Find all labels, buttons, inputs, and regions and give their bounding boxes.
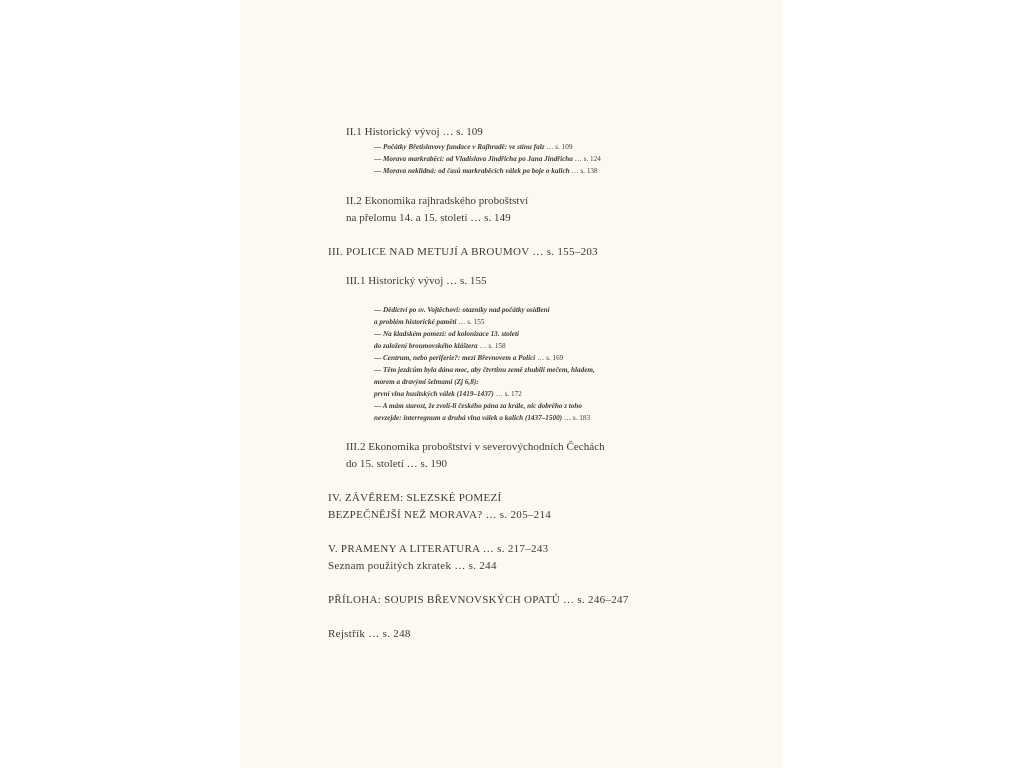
toc-subentry: — Počátky Břetislavovy fundace v Rajhradě: ve stínu falz … s. 109 [374, 143, 573, 151]
toc-entry-iii-1: III.1 Historický vývoj … s. 155 [346, 275, 487, 287]
toc-chapter-v: V. PRAMENY A LITERATURA … s. 217–243 Seznam použitých zkratek … s. 244 [328, 543, 549, 572]
toc-chapter-iv: IV. ZÁVĚREM: SLEZSKÉ POMEZÍ BEZPEČNĚJŠÍ NEŽ MORAVA? … s. 205–214 [328, 492, 552, 521]
toc-subentries-ii-1 [328, 141, 768, 177]
toc-subentry: — Těm jezdcům byla dána moc, aby čtvrtinu země zhubili mečem, hladem, morem a dravými šelmami (Zj 6,8): první vlna husitských válek (1419–1437) … s. 172 [374, 366, 595, 398]
toc-appendix: PŘÍLOHA: SOUPIS BŘEVNOVSKÝCH OPATŮ … s. 246–247 [328, 594, 629, 606]
toc-subentries-iii-1 [328, 304, 768, 424]
toc-subentry: — A mám starost, že zvolí-li českého pána za krále, nic dobrého z toho nevzejde: interregnum a druhá vlna válek o kalich (1437–1500) … s. 183 [374, 402, 591, 422]
toc-chapter-iii: III. POLICE NAD METUJÍ A BROUMOV … s. 155–203 [328, 246, 598, 258]
toc-subentry: — Na kladském pomezí: od kolonizace 13. století do založení broumovského kláštera … s. 158 [374, 330, 519, 350]
toc-subentry: — Morava neklidná: od časů markraběcích válek po boje o kalich … s. 138 [374, 167, 598, 175]
toc-index: Rejstřík … s. 248 [328, 628, 411, 640]
toc-subentry: — Dědictví po sv. Vojtěchovi: otazníky nad počátky osídlení a problém historické paměti … s. 155 [374, 306, 550, 326]
toc-entry-iii-2: III.2 Ekonomika proboštství v severovýchodních Čechách do 15. století … s. 190 [346, 441, 605, 470]
toc-subentry: — Morava markraběcí: od Vladislava Jindřicha po Jana Jindřicha … s. 124 [374, 155, 601, 163]
toc-subentry: — Centrum, nebo periferie?: mezi Břevnovem a Policí … s. 169 [374, 354, 564, 362]
toc-entry-ii-2: II.2 Ekonomika rajhradského proboštství na přelomu 14. a 15. století … s. 149 [346, 195, 529, 224]
table-of-contents [328, 124, 768, 643]
book-page [240, 0, 782, 768]
toc-entry-ii-1: II.1 Historický vývoj … s. 109 [346, 126, 483, 138]
